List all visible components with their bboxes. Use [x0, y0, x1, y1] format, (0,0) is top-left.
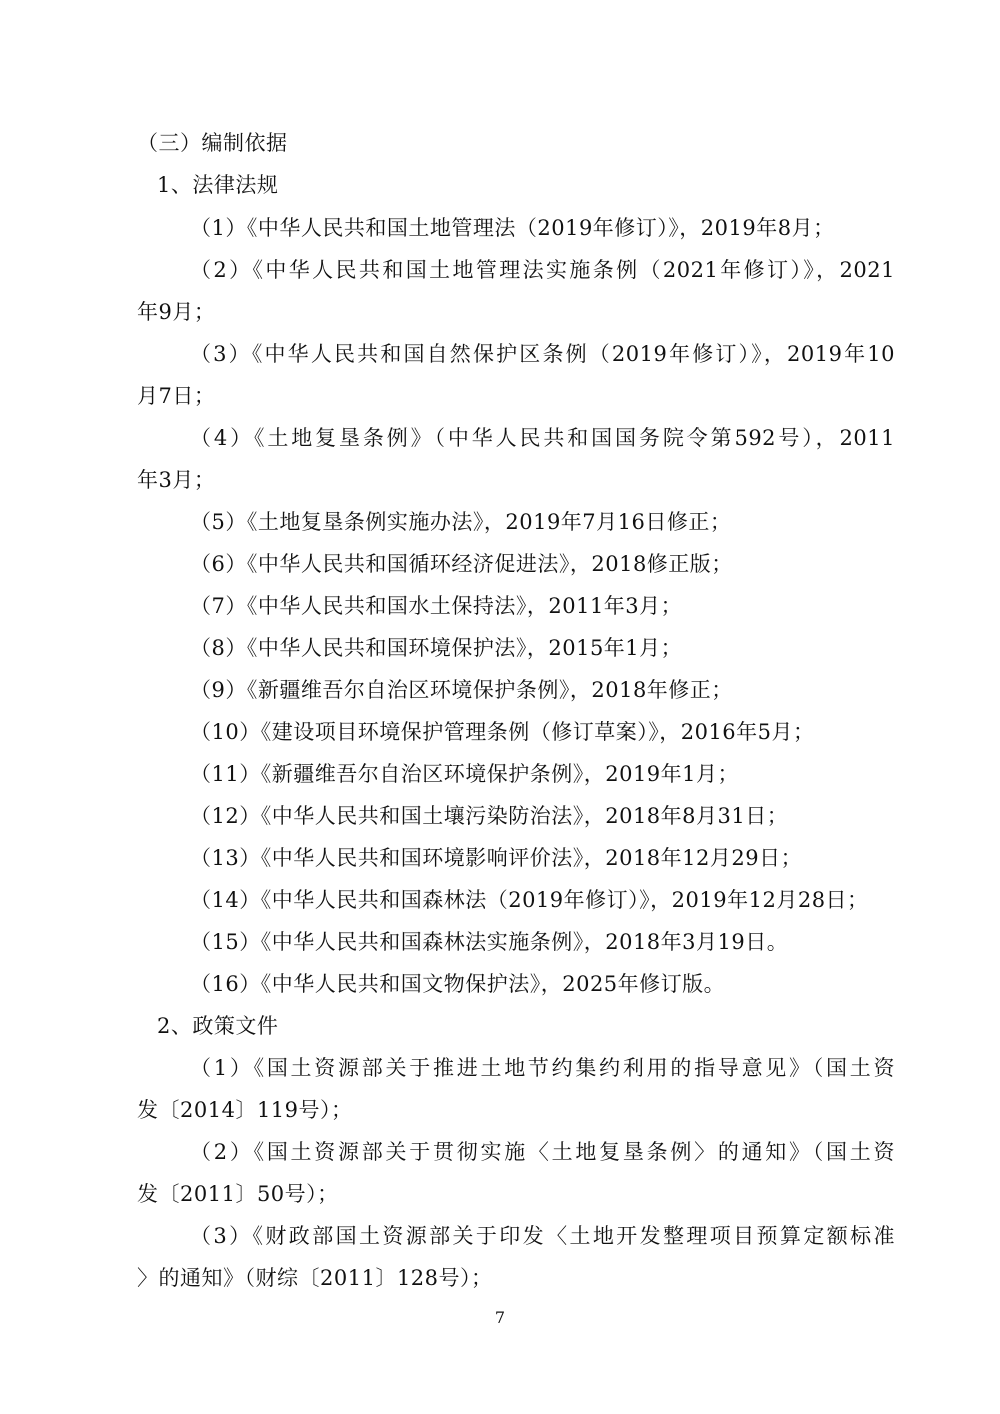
law-item-1: （1）《中华人民共和国土地管理法（2019年修订）》，2019年8月；	[190, 216, 835, 240]
law-item-3: （3）《中华人民共和国自然保护区条例（2019年修订）》，2019年10	[190, 342, 895, 366]
law-item-2: （2）《中华人民共和国土地管理法实施条例（2021年修订）》，2021	[190, 258, 895, 282]
law-item-4: （4）《土地复垦条例》（中华人民共和国国务院令第592号），2011	[190, 426, 895, 450]
law-item-13: （13）《中华人民共和国环境影响评价法》，2018年12月29日；	[190, 846, 803, 870]
policy-item-3: （3）《财政部国土资源部关于印发〈土地开发整理项目预算定额标准	[190, 1224, 895, 1248]
law-item-10: （10）《建设项目环境保护管理条例（修订草案）》，2016年5月；	[190, 720, 815, 744]
section-heading: （三）编制依据	[137, 131, 288, 155]
law-item-9: （9）《新疆维吾尔自治区环境保护条例》，2018年修正；	[190, 678, 733, 702]
law-item-15: （15）《中华人民共和国森林法实施条例》，2018年3月19日。	[190, 930, 789, 954]
policy-item-3-continuation: 〉的通知》（财综〔2011〕128号）；	[137, 1266, 493, 1290]
policy-item-2: （2）《国土资源部关于贯彻实施〈土地复垦条例〉的通知》（国土资	[190, 1140, 895, 1164]
policy-item-2-continuation: 发〔2011〕50号）；	[137, 1182, 339, 1206]
law-item-12: （12）《中华人民共和国土壤污染防治法》，2018年8月31日；	[190, 804, 789, 828]
law-item-2-continuation: 年9月；	[137, 300, 216, 324]
law-item-8: （8）《中华人民共和国环境保护法》，2015年1月；	[190, 636, 683, 660]
subsection-heading-laws: 1、法律法规	[157, 173, 279, 197]
law-item-11: （11）《新疆维吾尔自治区环境保护条例》，2019年1月；	[190, 762, 740, 786]
policy-item-1: （1）《国土资源部关于推进土地节约集约利用的指导意见》（国土资	[190, 1056, 895, 1080]
law-item-7: （7）《中华人民共和国水土保持法》，2011年3月；	[190, 594, 683, 618]
law-item-5: （5）《土地复垦条例实施办法》，2019年7月16日修正；	[190, 510, 732, 534]
page-number: 7	[494, 1308, 506, 1327]
subsection-heading-policies: 2、政策文件	[157, 1014, 279, 1038]
law-item-3-continuation: 月7日；	[137, 384, 216, 408]
law-item-14: （14）《中华人民共和国森林法（2019年修订）》，2019年12月28日；	[190, 888, 869, 912]
policy-item-1-continuation: 发〔2014〕119号）；	[137, 1098, 353, 1122]
law-item-16: （16）《中华人民共和国文物保护法》，2025年修订版。	[190, 972, 726, 996]
law-item-6: （6）《中华人民共和国循环经济促进法》，2018修正版；	[190, 552, 733, 576]
law-item-4-continuation: 年3月；	[137, 468, 216, 492]
